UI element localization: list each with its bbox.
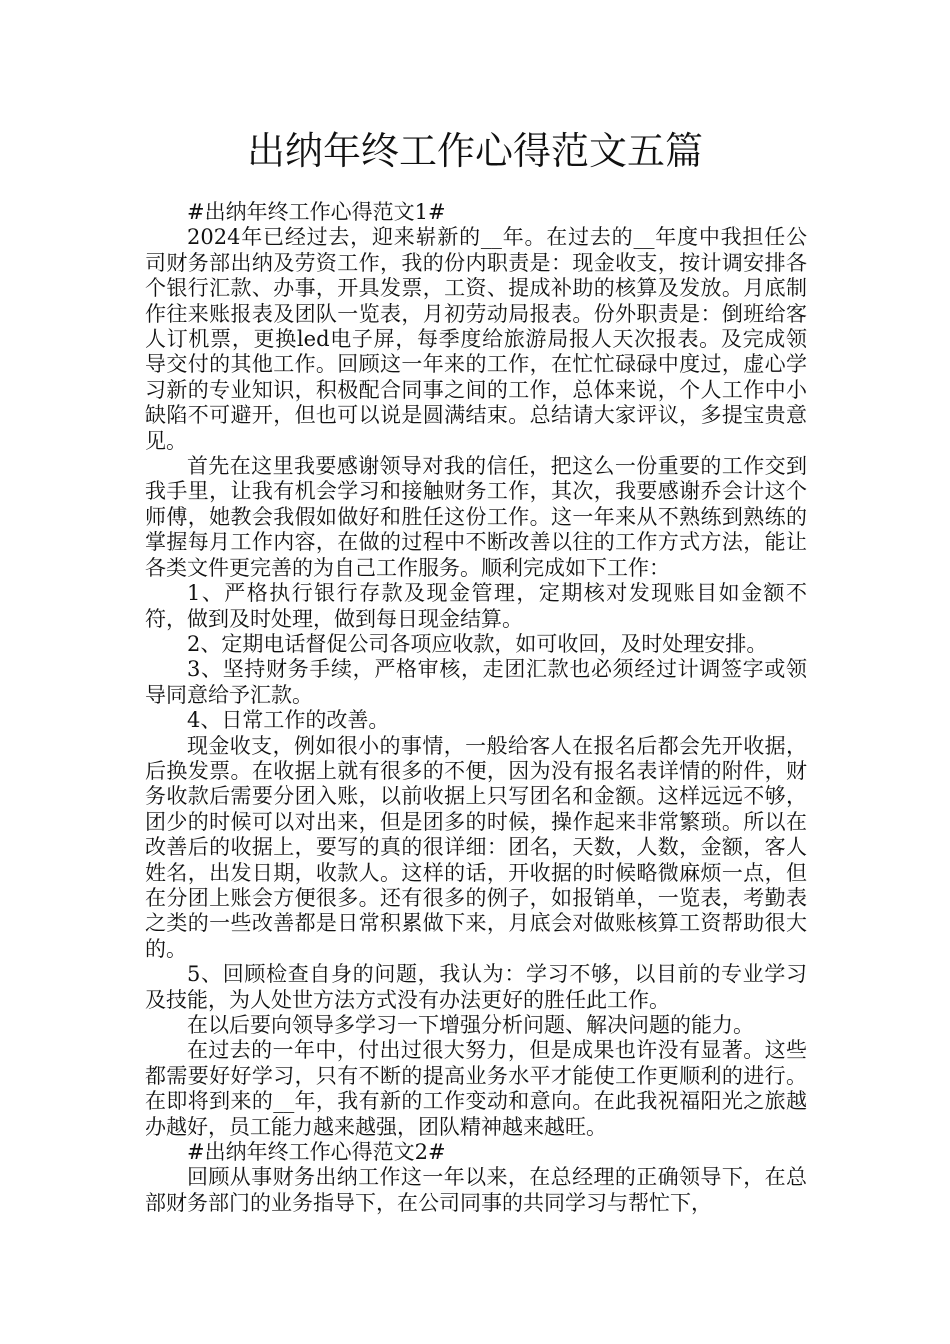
list-item: 5、回顾检查自身的问题，我认为：学习不够，以目前的专业学习及技能，为人处世方法方式没有办法更好的胜任此工作。 [145,962,807,1012]
list-item: 2、定期电话督促公司各项应收款，如可收回，及时处理安排。 [187,631,768,656]
paragraph: 现金收支，例如很小的事情，一般给客人在报名后都会先开收据，后换发票。在收据上就有很多的不便，因为没有报名表详情的附件，财务收款后需要分团入账，以前收据上只写团名和金额。这样远远不够，团少的时候可以对出来，但是团多的时候，操作起来非常繁琐。所以在改善后的收据上，要写的真的很详细：团名，天数，人数，金额，客人姓名，出发日期，收款人。这样的话，开收据的时候略微麻烦一点，但在分团上账会方便很多。还有很多的例子，如报销单，一览表，考勤表之类的一些改善都是日常积累做下来，月底会对做账核算工资帮助很大的。 [145,733,807,961]
section-heading-1: #出纳年终工作心得范文1# [187,200,446,224]
paragraph: 2024年已经过去，迎来崭新的__年。在过去的__年度中我担任公司财务部出纳及劳资工作，我的份内职责是：现金收支，按计调安排各个银行汇款、办事，开具发票，工资、提成补助的核算及发放。月底制作往来账报表及团队一览表，月初劳动局报表。份外职责是：倒班给客人订机票，更换led电子屏，每季度给旅游局报人天次报表。及完成领导交付的其他工作。回顾这一年来的工作，在忙忙碌碌中度过，虚心学习新的专业知识，积极配合同事之间的工作，总体来说，个人工作中小缺陷不可避开，但也可以说是圆满结束。总结请大家评议，多提宝贵意见。 [145,225,807,453]
list-item: 1、严格执行银行存款及现金管理，定期核对发现账目如金额不符，做到及时处理，做到每日现金结算。 [145,581,807,631]
paragraph: 在过去的一年中，付出过很大努力，但是成果也许没有显著。这些都需要好好学习，只有不断的提高业务水平才能使工作更顺利的进行。在即将到来的__年，我有新的工作变动和意向。在此我祝福阳光之旅越办越好，员工能力越来越强，团队精神越来越旺。 [145,1038,807,1139]
list-item: 4、日常工作的改善。 [187,708,390,733]
paragraph: 首先在这里我要感谢领导对我的信任，把这么一份重要的工作交到我手里，让我有机会学习和接触财务工作，其次，我要感谢乔会计这个师傅，她教会我假如做好和胜任这份工作。这一年来从不熟练到熟练的掌握每月工作内容，在做的过程中不断改善以往的工作方式方法，能让各类文件更完善的为自己工作服务。顺利完成如下工作： [145,454,807,580]
document-body [145,200,807,1216]
paragraph: 回顾从事财务出纳工作这一年以来，在总经理的正确领导下，在总部财务部门的业务指导下，在公司同事的共同学习与帮忙下， [145,1165,807,1215]
list-item: 3、坚持财务手续，严格审核，走团汇款也必须经过计调签字或领导同意给予汇款。 [145,657,807,707]
paragraph: 在以后要向领导多学习一下增强分析问题、解决问题的能力。 [187,1013,754,1037]
section-heading-2: #出纳年终工作心得范文2# [187,1140,446,1165]
document-title: 出纳年终工作心得范文五篇 [246,129,703,173]
